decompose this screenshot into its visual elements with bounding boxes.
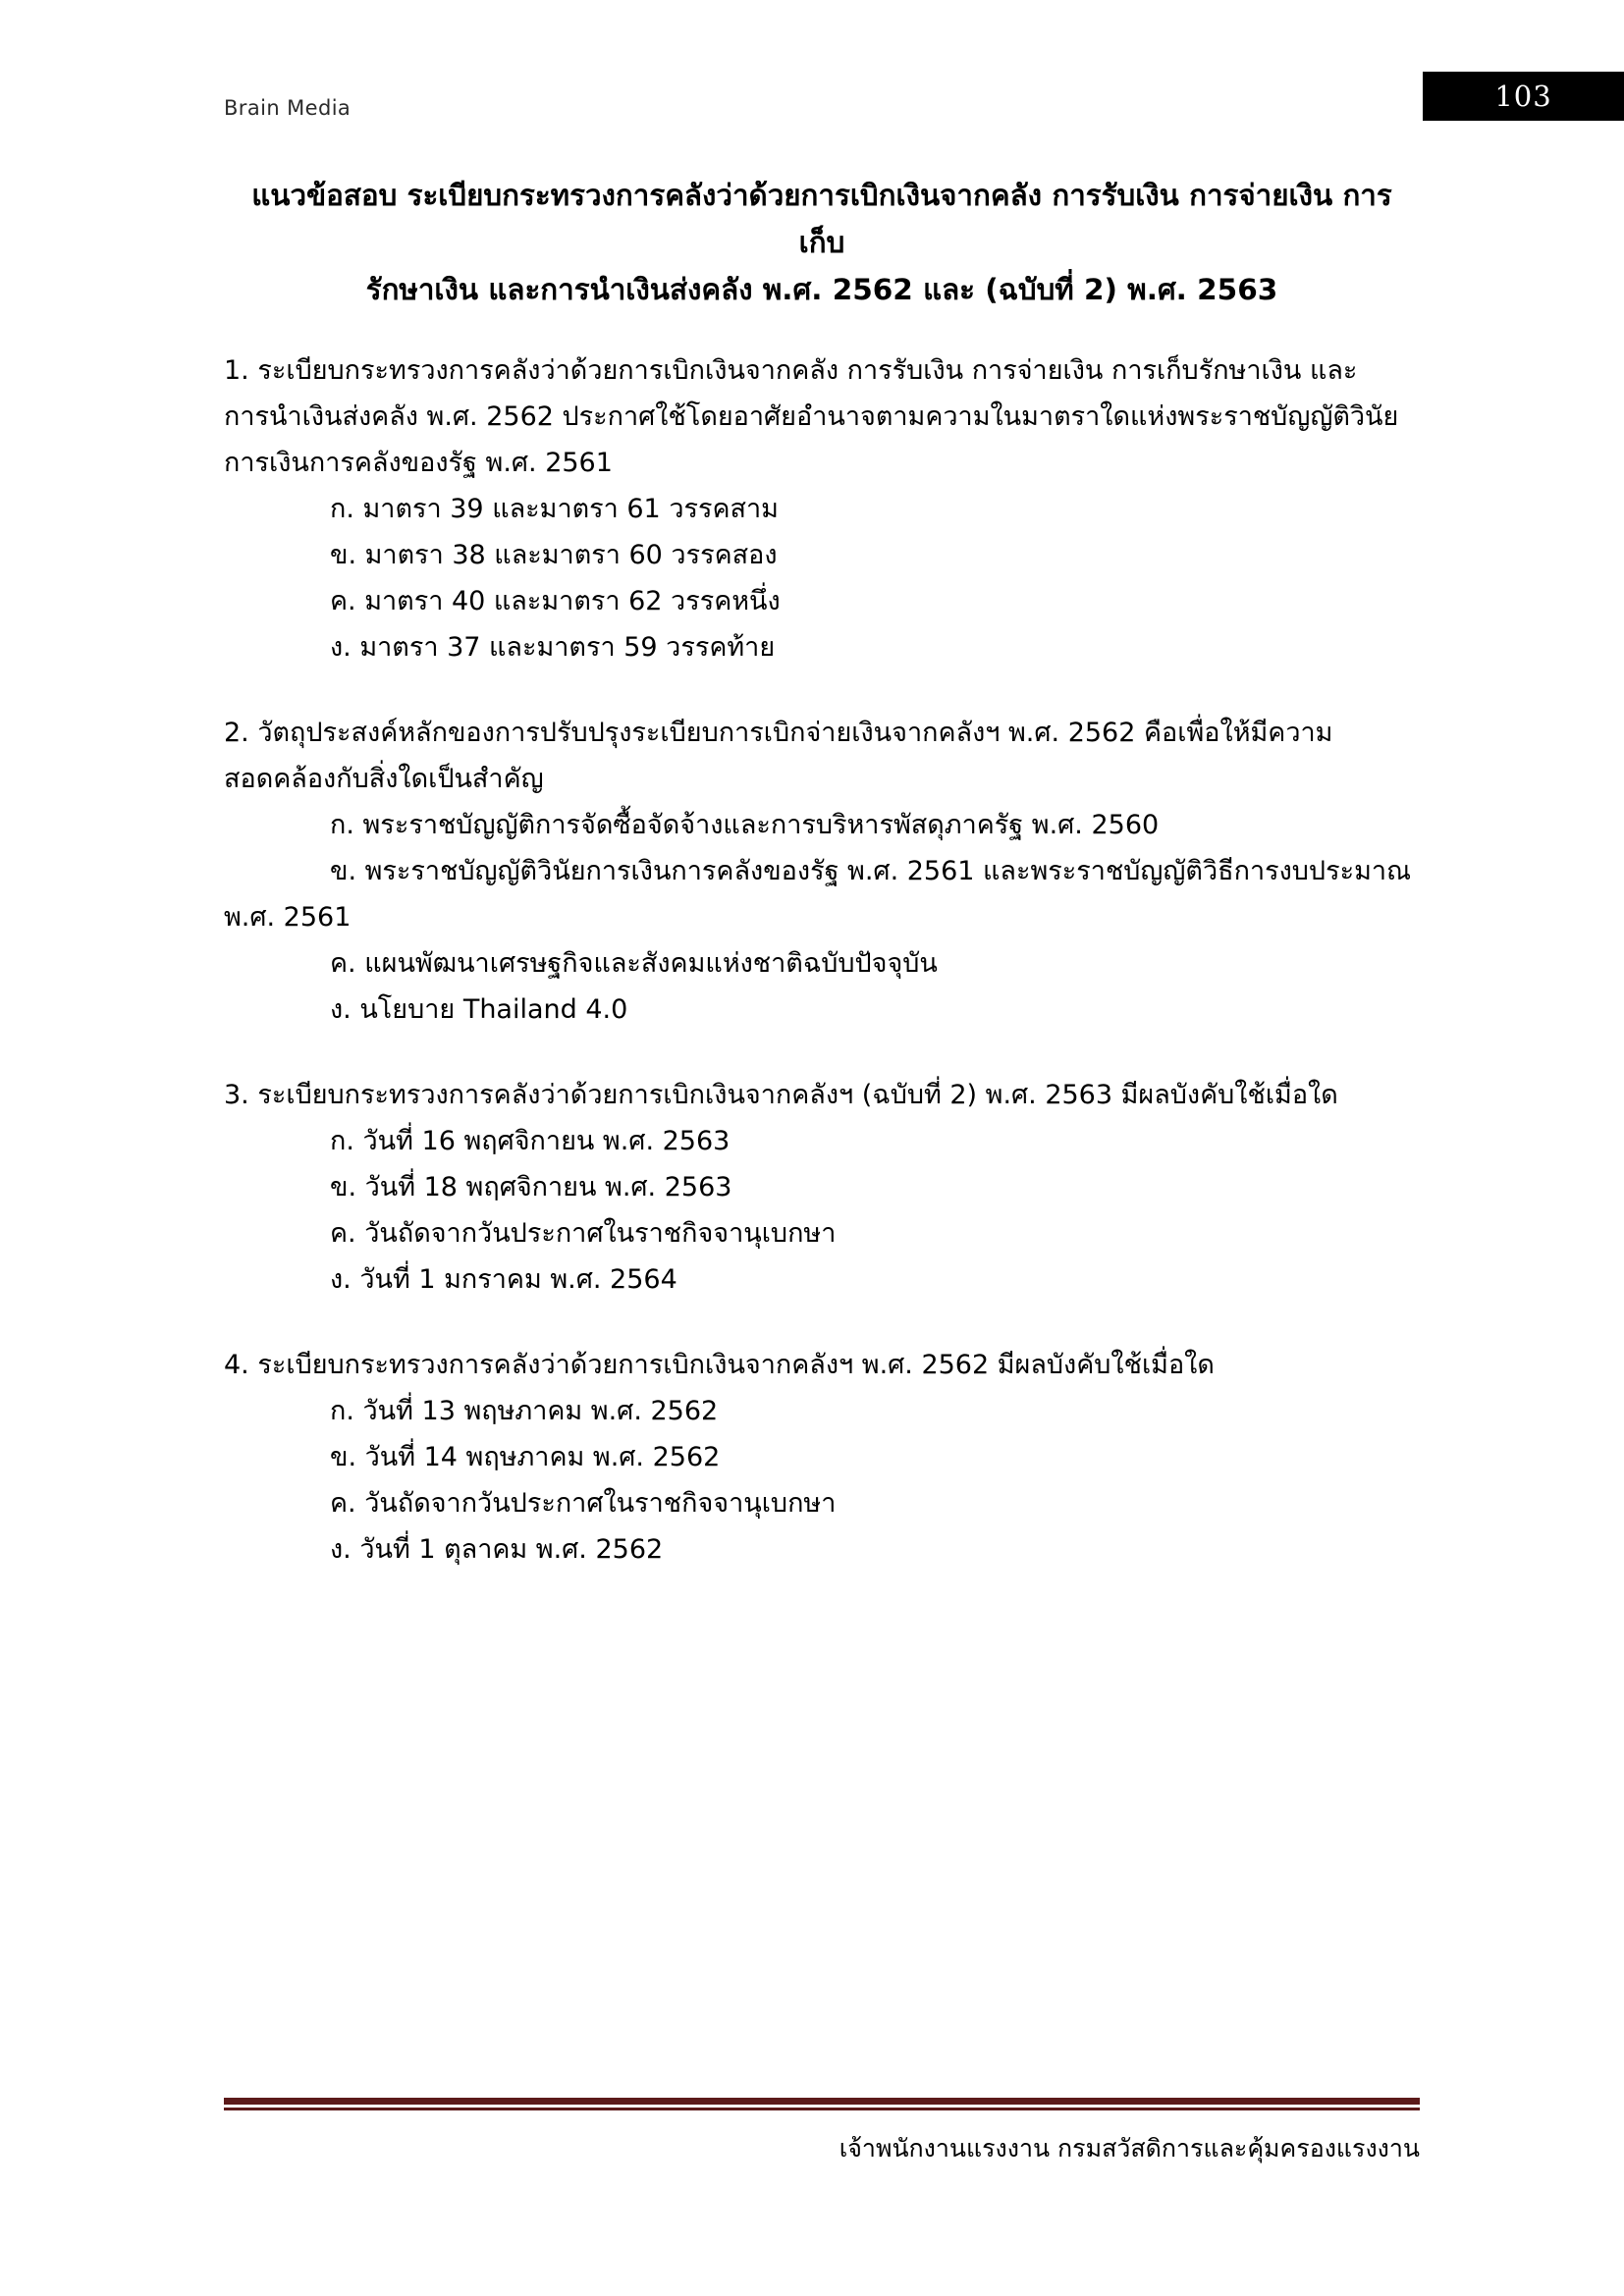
choice-list bbox=[224, 1119, 1420, 1304]
choice-item bbox=[224, 849, 1420, 941]
question-stem: 3. ระเบียบกระทรวงการคลังว่าด้วยการเบิกเงินจากคลังฯ (ฉบับที่ 2) พ.ศ. 2563 มีผลบังคับใช้เมื่อใด bbox=[224, 1079, 1338, 1110]
choice-item: ก. มาตรา 39 และมาตรา 61 วรรคสาม bbox=[330, 494, 779, 525]
brand-label: Brain Media bbox=[224, 96, 352, 120]
choice-list bbox=[224, 487, 1420, 671]
choice-item: ค. แผนพัฒนาเศรษฐกิจและสังคมแห่งชาติฉบับปัจจุบัน bbox=[330, 947, 938, 979]
document-body bbox=[224, 173, 1420, 1574]
page-title-line-1: แนวข้อสอบ ระเบียบกระทรวงการคลังว่าด้วยการเบิกเงินจากคลัง การรับเงิน การจ่ายเงิน การเก็บ bbox=[251, 179, 1392, 259]
choice-text: ข. พระราชบัญญัติวินัยการเงินการคลังของรัฐ พ.ศ. 2561 และพระราชบัญญัติวิธีการงบประมาณ bbox=[330, 856, 1412, 887]
question-block bbox=[224, 1343, 1420, 1574]
page-footer bbox=[224, 2098, 1420, 2167]
question-stem: 4. ระเบียบกระทรวงการคลังว่าด้วยการเบิกเงินจากคลังฯ พ.ศ. 2562 มีผลบังคับใช้เมื่อใด bbox=[224, 1349, 1215, 1380]
choice-item: ง. มาตรา 37 และมาตรา 59 วรรคท้าย bbox=[330, 632, 776, 664]
choice-item: ค. มาตรา 40 และมาตรา 62 วรรคหนึ่ง bbox=[330, 586, 781, 617]
choice-continuation: พ.ศ. 2561 bbox=[224, 902, 352, 933]
question-block bbox=[224, 348, 1420, 671]
choice-item: ค. วันถัดจากวันประกาศในราชกิจจานุเบกษา bbox=[330, 1217, 837, 1249]
choice-item: ง. วันที่ 1 ตุลาคม พ.ศ. 2562 bbox=[330, 1533, 664, 1565]
choice-item: ข. มาตรา 38 และมาตรา 60 วรรคสอง bbox=[330, 540, 778, 571]
choice-list bbox=[224, 1389, 1420, 1574]
question-block bbox=[224, 711, 1420, 1034]
footer-text: เจ้าพนักงานแรงงาน กรมสวัสดิการและคุ้มครองแรงงาน bbox=[839, 2133, 1420, 2163]
page-number-badge: 103 bbox=[1423, 72, 1624, 121]
page-title bbox=[224, 173, 1420, 313]
question-stem: 1. ระเบียบกระทรวงการคลังว่าด้วยการเบิกเงินจากคลัง การรับเงิน การจ่ายเงิน การเก็บรักษาเงิน และการนำเงินส่งคลัง พ.ศ. 2562 ประกาศใช้โดยอาศัยอำนาจตามความในมาตราใดแห่งพระราชบัญญัติวินัยการเงินการคลังของรัฐ พ.ศ. 2561 bbox=[224, 355, 1399, 479]
choice-item: ข. วันที่ 14 พฤษภาคม พ.ศ. 2562 bbox=[330, 1441, 721, 1472]
choice-item: ก. วันที่ 16 พฤศจิกายน พ.ศ. 2563 bbox=[330, 1125, 731, 1156]
footer-rule-thick bbox=[224, 2098, 1420, 2105]
footer-rule-thin bbox=[224, 2108, 1420, 2110]
question-stem: 2. วัตถุประสงค์หลักของการปรับปรุงระเบียบการเบิกจ่ายเงินจากคลังฯ พ.ศ. 2562 คือเพื่อให้มีความสอดคล้องกับสิ่งใดเป็นสำคัญ bbox=[224, 718, 1333, 795]
choice-item: ง. นโยบาย Thailand 4.0 bbox=[330, 993, 628, 1025]
choice-item: ข. วันที่ 18 พฤศจิกายน พ.ศ. 2563 bbox=[330, 1171, 732, 1202]
choice-list bbox=[224, 803, 1420, 1034]
page-title-line-2: รักษาเงิน และการนำเงินส่งคลัง พ.ศ. 2562 และ (ฉบับที่ 2) พ.ศ. 2563 bbox=[365, 272, 1278, 306]
question-block bbox=[224, 1073, 1420, 1304]
choice-item: ค. วันถัดจากวันประกาศในราชกิจจานุเบกษา bbox=[330, 1487, 837, 1519]
choice-item: ก. พระราชบัญญัติการจัดซื้อจัดจ้างและการบริหารพัสดุภาครัฐ พ.ศ. 2560 bbox=[330, 810, 1160, 841]
choice-item: ก. วันที่ 13 พฤษภาคม พ.ศ. 2562 bbox=[330, 1395, 719, 1426]
choice-item: ง. วันที่ 1 มกราคม พ.ศ. 2564 bbox=[330, 1263, 677, 1295]
page-header bbox=[0, 0, 1624, 147]
